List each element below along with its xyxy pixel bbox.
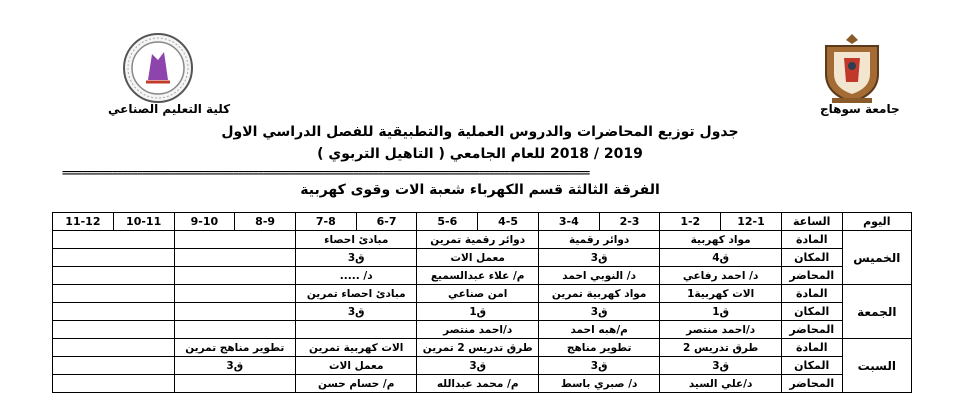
time-slot: 2-3 — [599, 213, 660, 231]
table-row — [53, 375, 912, 393]
schedule-cell — [174, 303, 295, 321]
schedule-cell: ق4 — [660, 249, 781, 267]
schedule-cell: مبادئ احصاء — [295, 231, 416, 249]
sohag-university-logo — [812, 30, 892, 105]
schedule-cell: د/علي السيد — [660, 375, 781, 393]
schedule-cell: م/ محمد عبدالله — [417, 375, 538, 393]
page-title: جدول توزيع المحاضرات والدروس العملية والتطبيقية للفصل الدراسي الاول — [221, 124, 739, 140]
schedule-cell: مبادئ احصاء تمرين — [295, 285, 416, 303]
schedule-cell: د/ صبري باسط — [538, 375, 659, 393]
schedule-cell — [53, 267, 175, 285]
academic-year: 2019 / 2018 للعام الجامعي ( التاهيل التربوي ) — [317, 146, 643, 162]
separator-line: ========================================================================================================= — [62, 168, 590, 179]
table-row — [53, 303, 912, 321]
table-row — [53, 321, 912, 339]
schedule-cell: ق1 — [660, 303, 781, 321]
schedule-cell: الات كهربية تمرين — [295, 339, 416, 357]
schedule-cell — [53, 375, 175, 393]
schedule-cell: د/احمد منتصر — [417, 321, 538, 339]
schedule-cell: طرق تدريس 2 تمرين — [417, 339, 538, 357]
time-slot: 6-7 — [356, 213, 417, 231]
schedule-cell: طرق تدريس 2 — [660, 339, 781, 357]
schedule-cell: م/ علاء عبدالسميع — [417, 267, 538, 285]
day-cell: الجمعة — [842, 285, 911, 339]
time-slot: 1-2 — [660, 213, 721, 231]
row-label: المحاضر — [781, 267, 842, 285]
row-label: المكان — [781, 357, 842, 375]
time-slot: 5-6 — [417, 213, 478, 231]
schedule-cell — [53, 249, 175, 267]
time-slot: 8-9 — [235, 213, 296, 231]
time-slot: 12-1 — [721, 213, 782, 231]
schedule-table — [52, 212, 912, 393]
schedule-cell: م/ حسام حسن — [295, 375, 416, 393]
schedule-cell: ق3 — [295, 303, 416, 321]
schedule-cell — [53, 231, 175, 249]
schedule-cell — [53, 339, 175, 357]
schedule-cell — [53, 303, 175, 321]
section-subtitle: الفرقة الثالثة قسم الكهرباء شعبة الات وقوى كهربية — [300, 182, 660, 198]
schedule-cell — [53, 357, 175, 375]
schedule-cell: ق3 — [174, 357, 295, 375]
schedule-cell — [174, 267, 295, 285]
schedule-cell — [174, 249, 295, 267]
schedule-cell: معمل الات — [417, 249, 538, 267]
row-label: المادة — [781, 231, 842, 249]
schedule-cell: امن صناعي — [417, 285, 538, 303]
row-label: المادة — [781, 285, 842, 303]
row-label: المادة — [781, 339, 842, 357]
schedule-cell: دوائر رقمية تمرين — [417, 231, 538, 249]
time-slot: 7-8 — [295, 213, 356, 231]
table-row — [53, 339, 912, 357]
day-header: اليوم — [842, 213, 911, 231]
schedule-cell: د/ ..... — [295, 267, 416, 285]
schedule-cell: دوائر رقمية — [538, 231, 659, 249]
row-label: المكان — [781, 249, 842, 267]
day-cell: السبت — [842, 339, 911, 393]
schedule-cell: د/ النوبي احمد — [538, 267, 659, 285]
time-slot: 11-12 — [53, 213, 114, 231]
time-slot: 9-10 — [174, 213, 235, 231]
table-row — [53, 285, 912, 303]
schedule-cell: ق3 — [417, 357, 538, 375]
schedule-cell: ق3 — [295, 249, 416, 267]
schedule-cell: الات كهربية1 — [660, 285, 781, 303]
schedule-cell: ق1 — [417, 303, 538, 321]
schedule-cell — [174, 375, 295, 393]
schedule-cell: تطوير مناهج — [538, 339, 659, 357]
schedule-cell: ق3 — [538, 357, 659, 375]
table-row — [53, 231, 912, 249]
schedule-cell — [53, 321, 175, 339]
time-slot: 10-11 — [113, 213, 174, 231]
day-cell: الخميس — [842, 231, 911, 285]
schedule-cell: د/ احمد رفاعي — [660, 267, 781, 285]
schedule-cell: معمل الات — [295, 357, 416, 375]
schedule-cell: تطوير مناهج تمرين — [174, 339, 295, 357]
header-row — [53, 213, 912, 231]
table-row — [53, 249, 912, 267]
hour-header: الساعة — [781, 213, 842, 231]
schedule-cell — [174, 231, 295, 249]
schedule-cell — [295, 321, 416, 339]
schedule-cell: د/احمد منتصر — [660, 321, 781, 339]
table-row — [53, 267, 912, 285]
schedule-cell: مواد كهربية تمرين — [538, 285, 659, 303]
time-slot: 4-5 — [478, 213, 539, 231]
time-slot: 3-4 — [538, 213, 599, 231]
schedule-cell: ق3 — [660, 357, 781, 375]
row-label: المحاضر — [781, 375, 842, 393]
schedule-cell: مواد كهربية — [660, 231, 781, 249]
table-row — [53, 357, 912, 375]
schedule-cell: ق3 — [538, 249, 659, 267]
faculty-name: كلية التعليم الصناعي — [108, 102, 231, 116]
faculty-logo — [118, 30, 198, 105]
row-label: المحاضر — [781, 321, 842, 339]
schedule-cell: ق3 — [538, 303, 659, 321]
schedule-cell — [53, 285, 175, 303]
row-label: المكان — [781, 303, 842, 321]
schedule-cell: م/هبه احمد — [538, 321, 659, 339]
schedule-cell — [174, 321, 295, 339]
university-name: جامعة سوهاج — [820, 102, 900, 116]
schedule-cell — [174, 285, 295, 303]
